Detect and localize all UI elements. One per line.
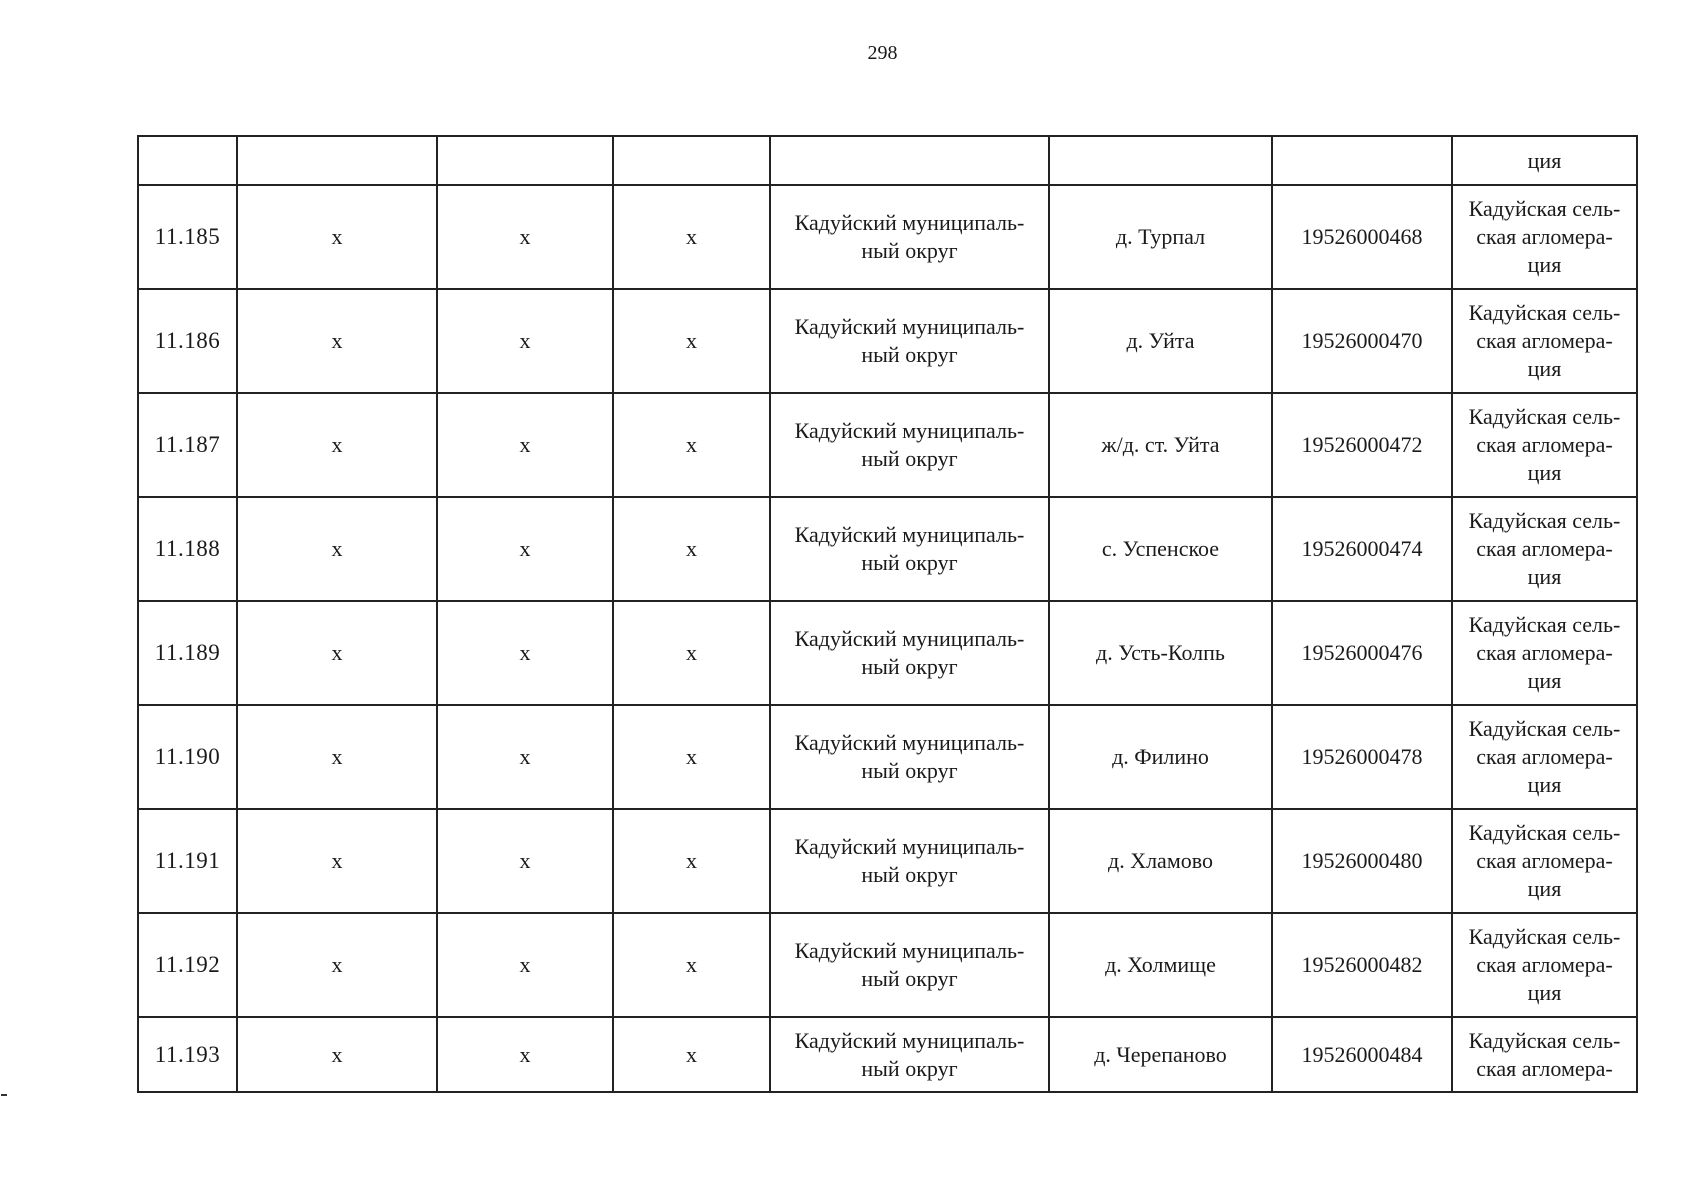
cell-col4: х xyxy=(613,289,770,393)
settlement-registry-table xyxy=(137,135,1638,1093)
cell-col2: х xyxy=(237,1017,437,1092)
cell-type xyxy=(1452,289,1637,393)
cell-settlement: д. Холмище xyxy=(1049,913,1272,1017)
cell-district xyxy=(770,809,1049,913)
cell-col2 xyxy=(237,136,437,185)
cell-col3: х xyxy=(437,1017,613,1092)
cell-col3: х xyxy=(437,705,613,809)
cell-col3: х xyxy=(437,289,613,393)
type-line: ция xyxy=(1527,668,1562,693)
cell-col3: х xyxy=(437,601,613,705)
margin-mark xyxy=(1,1094,7,1096)
cell-col4: х xyxy=(613,393,770,497)
cell-type xyxy=(1452,497,1637,601)
type-line: ская агломера- xyxy=(1476,1055,1613,1081)
table-body xyxy=(138,136,1637,1092)
type-line: ская агломера- xyxy=(1476,328,1613,353)
type-line: Кадуйская сель- xyxy=(1468,820,1621,845)
cell-num xyxy=(138,136,237,185)
cell-col2: х xyxy=(237,705,437,809)
table-row xyxy=(138,393,1637,497)
district-line: Кадуйский муниципаль- xyxy=(794,730,1025,755)
cell-num: 11.187 xyxy=(138,393,237,497)
cell-col4: х xyxy=(613,1017,770,1092)
type-line: ция xyxy=(1527,564,1562,589)
cell-type xyxy=(1452,705,1637,809)
cell-district xyxy=(770,705,1049,809)
cell-code: 19526000484 xyxy=(1272,1017,1452,1092)
cell-code: 19526000474 xyxy=(1272,497,1452,601)
cell-col3: х xyxy=(437,393,613,497)
cell-type xyxy=(1452,1017,1637,1092)
cell-num: 11.190 xyxy=(138,705,237,809)
type-line: Кадуйская сель- xyxy=(1468,508,1621,533)
table-row xyxy=(138,601,1637,705)
cell-settlement: д. Уйта xyxy=(1049,289,1272,393)
cell-num: 11.193 xyxy=(138,1017,237,1092)
cell-code: 19526000476 xyxy=(1272,601,1452,705)
cell-code: 19526000468 xyxy=(1272,185,1452,289)
cell-type xyxy=(1452,601,1637,705)
district-line: ный округ xyxy=(861,550,958,575)
cell-col2: х xyxy=(237,393,437,497)
type-line: ция xyxy=(1527,356,1562,381)
cell-district xyxy=(770,185,1049,289)
type-line: ция xyxy=(1527,876,1562,901)
cell-col4: х xyxy=(613,809,770,913)
cell-num: 11.192 xyxy=(138,913,237,1017)
type-line: ская агломера- xyxy=(1476,744,1613,769)
cell-settlement: ж/д. ст. Уйта xyxy=(1049,393,1272,497)
district-line: ный округ xyxy=(861,654,958,679)
cell-col3 xyxy=(437,136,613,185)
table-row xyxy=(138,185,1637,289)
cell-col2: х xyxy=(237,185,437,289)
district-line: ный округ xyxy=(861,342,958,367)
cell-district xyxy=(770,393,1049,497)
type-line: ская агломера- xyxy=(1476,952,1613,977)
cell-type xyxy=(1452,393,1637,497)
district-line: Кадуйский муниципаль- xyxy=(794,1027,1025,1053)
cell-type xyxy=(1452,809,1637,913)
cell-district xyxy=(770,913,1049,1017)
table-row xyxy=(138,809,1637,913)
district-line: ный округ xyxy=(861,238,958,263)
cell-col2: х xyxy=(237,289,437,393)
type-line: ская агломера- xyxy=(1476,224,1613,249)
cell-code: 19526000480 xyxy=(1272,809,1452,913)
cell-type: ция xyxy=(1452,136,1637,185)
district-line: Кадуйский муниципаль- xyxy=(794,522,1025,547)
cell-num: 11.189 xyxy=(138,601,237,705)
district-line: ный округ xyxy=(861,1055,958,1081)
cell-num: 11.185 xyxy=(138,185,237,289)
type-line: ская агломера- xyxy=(1476,536,1613,561)
district-line: Кадуйский муниципаль- xyxy=(794,834,1025,859)
cell-col3: х xyxy=(437,497,613,601)
page-number: 298 xyxy=(867,42,898,64)
district-line: ный округ xyxy=(861,862,958,887)
cell-col4 xyxy=(613,136,770,185)
type-line: Кадуйская сель- xyxy=(1468,1027,1621,1053)
cell-district xyxy=(770,601,1049,705)
cell-settlement: д. Турпал xyxy=(1049,185,1272,289)
cell-col2: х xyxy=(237,809,437,913)
cell-settlement: д. Усть-Колпь xyxy=(1049,601,1272,705)
cell-settlement xyxy=(1049,136,1272,185)
type-line: ция xyxy=(1527,772,1562,797)
district-line: ный округ xyxy=(861,446,958,471)
type-line: ская агломера- xyxy=(1476,640,1613,665)
district-line: ный округ xyxy=(861,966,958,991)
cell-code: 19526000472 xyxy=(1272,393,1452,497)
cell-type xyxy=(1452,913,1637,1017)
table-row xyxy=(138,1017,1637,1092)
table-row xyxy=(138,913,1637,1017)
cell-col4: х xyxy=(613,185,770,289)
district-line: Кадуйский муниципаль- xyxy=(794,418,1025,443)
cell-settlement: д. Черепаново xyxy=(1049,1017,1272,1092)
cell-col2: х xyxy=(237,913,437,1017)
cell-col3: х xyxy=(437,185,613,289)
type-line: Кадуйская сель- xyxy=(1468,196,1621,221)
type-line: Кадуйская сель- xyxy=(1468,612,1621,637)
table-row xyxy=(138,497,1637,601)
cell-settlement: с. Успенское xyxy=(1049,497,1272,601)
type-line: ция xyxy=(1527,980,1562,1005)
district-line: Кадуйский муниципаль- xyxy=(794,626,1025,651)
cell-settlement: д. Хламово xyxy=(1049,809,1272,913)
cell-col3: х xyxy=(437,913,613,1017)
cell-district xyxy=(770,497,1049,601)
type-line: ская агломера- xyxy=(1476,848,1613,873)
continuation-row xyxy=(138,136,1637,185)
cell-settlement: д. Филино xyxy=(1049,705,1272,809)
cell-num: 11.188 xyxy=(138,497,237,601)
cell-col4: х xyxy=(613,497,770,601)
cell-col3: х xyxy=(437,809,613,913)
type-line: ция xyxy=(1527,460,1562,485)
type-line: ция xyxy=(1527,252,1562,277)
district-line: ный округ xyxy=(861,758,958,783)
district-line: Кадуйский муниципаль- xyxy=(794,314,1025,339)
cell-col4: х xyxy=(613,913,770,1017)
type-line: Кадуйская сель- xyxy=(1468,716,1621,741)
cell-col2: х xyxy=(237,601,437,705)
cell-col4: х xyxy=(613,705,770,809)
cell-type xyxy=(1452,185,1637,289)
table-row xyxy=(138,289,1637,393)
cell-district xyxy=(770,289,1049,393)
type-line: Кадуйская сель- xyxy=(1468,924,1621,949)
type-line: Кадуйская сель- xyxy=(1468,404,1621,429)
cell-col2: х xyxy=(237,497,437,601)
cell-code: 19526000478 xyxy=(1272,705,1452,809)
cell-num: 11.186 xyxy=(138,289,237,393)
district-line: Кадуйский муниципаль- xyxy=(794,210,1025,235)
cell-col4: х xyxy=(613,601,770,705)
cell-code: 19526000470 xyxy=(1272,289,1452,393)
cell-code xyxy=(1272,136,1452,185)
cell-num: 11.191 xyxy=(138,809,237,913)
cell-district xyxy=(770,1017,1049,1092)
district-line: Кадуйский муниципаль- xyxy=(794,938,1025,963)
cell-district xyxy=(770,136,1049,185)
cell-code: 19526000482 xyxy=(1272,913,1452,1017)
type-line: ская агломера- xyxy=(1476,432,1613,457)
table-row xyxy=(138,705,1637,809)
type-line: Кадуйская сель- xyxy=(1468,300,1621,325)
